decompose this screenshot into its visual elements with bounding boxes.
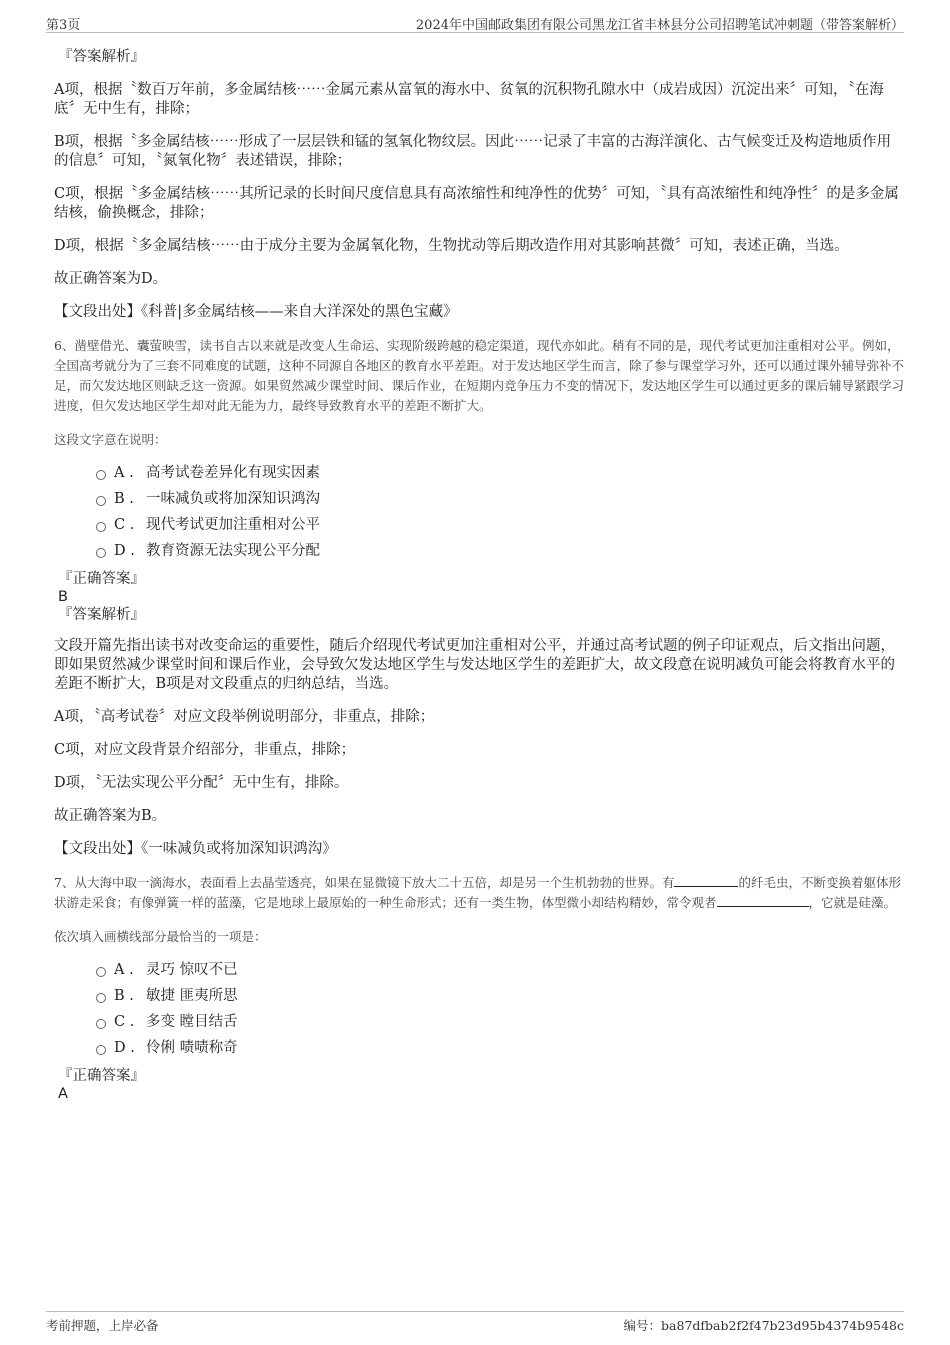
correct-answer-label: 『正确答案』 <box>58 1068 145 1084</box>
document-id: 编号：ba87dfbab2f2f47b23d95b4374b9548c <box>623 1318 904 1333</box>
document-title: 2024年中国邮政集团有限公司黑龙江省丰林县分公司招聘笔试冲刺题（带答案解析） <box>415 18 904 33</box>
option-text: 高考试卷差异化有现实因素 <box>146 465 320 481</box>
option-text: 一味减负或将加深知识鸿沟 <box>146 491 320 507</box>
correct-answer-label: 『正确答案』 <box>58 571 145 587</box>
radio-icon[interactable] <box>96 470 106 480</box>
option-letter: C . <box>114 517 135 533</box>
radio-icon[interactable] <box>96 496 106 506</box>
option-text: 灵巧 惊叹不已 <box>146 962 238 978</box>
question-7-options <box>54 957 904 1061</box>
option-text: 现代考试更加注重相对公平 <box>146 517 320 533</box>
analysis-option-b: B项，根据〝多金属结核⋯⋯形成了一层层铁和锰的氢氧化物纹层。因此⋯⋯记录了丰富的古海洋演化、古气候变迁及构造地质作用的信息〞可知，〝氮氧化物〞表述错误，排除； <box>54 134 892 169</box>
analysis-option-c: C项，根据〝多金属结核⋯⋯其所记录的长时间尺度信息具有高浓缩性和纯净性的优势〞可知，〝具有高浓缩性和纯净性〞的是多金属结核，偷换概念，排除； <box>54 186 899 221</box>
option-text: 多变 瞠目结舌 <box>146 1014 238 1030</box>
document-body <box>54 42 904 1102</box>
option-text: 教育资源无法实现公平分配 <box>146 543 320 559</box>
option-d[interactable] <box>54 538 904 564</box>
radio-icon[interactable] <box>96 1045 106 1055</box>
page-number: 第3页 <box>46 18 81 33</box>
analysis-label: 『答案解析』 <box>58 49 145 65</box>
correct-answer: B <box>58 589 68 605</box>
radio-icon[interactable] <box>96 993 106 1003</box>
question-7-prompt: 依次填入画横线部分最恰当的一项是： <box>54 929 267 944</box>
radio-icon[interactable] <box>96 522 106 532</box>
option-letter: D . <box>114 1040 135 1056</box>
analysis-conclusion: 故正确答案为B。 <box>54 808 167 824</box>
question-7-text-part-3: ，它就是硅藻。 <box>808 895 897 910</box>
option-c[interactable] <box>54 1009 904 1035</box>
question-6-prompt: 这段文字意在说明： <box>54 432 167 447</box>
option-letter: B . <box>114 988 134 1004</box>
option-letter: A . <box>114 962 134 978</box>
source-citation: 【文段出处】《一味减负或将加深知识鸿沟》 <box>54 841 337 857</box>
analysis-option-d: D项，根据〝多金属结核⋯⋯由于成分主要为金属氧化物，生物扰动等后期改造作用对其影响甚微〞可知，表述正确，当选。 <box>54 238 849 254</box>
option-letter: C . <box>114 1014 135 1030</box>
fill-blank-2 <box>717 894 809 907</box>
question-7-text-part-1: 7、从大海中取一滴海水，表面看上去晶莹透亮，如果在显微镜下放大二十五倍，却是另一个生机勃勃的世界。有 <box>54 875 675 890</box>
analysis-option-a: A项，〝高考试卷〞对应文段举例说明部分，非重点，排除； <box>54 709 435 725</box>
analysis-main: 文段开篇先指出读书对改变命运的重要性，随后介绍现代考试更加注重相对公平，并通过高考试题的例子印证观点，后文指出问题，即如果贸然减少课堂时间和课后作业，会导致欠发达地区学生与发达地区学生的差距扩大，故文段意在说明减负可能会将教育水平的差距不断扩大，B项是对文段重点的归纳总结，当选。 <box>54 638 895 692</box>
analysis-option-c: C项，对应文段背景介绍部分，非重点，排除； <box>54 742 356 758</box>
radio-icon[interactable] <box>96 1019 106 1029</box>
option-a[interactable] <box>54 460 904 486</box>
analysis-label: 『答案解析』 <box>58 607 145 623</box>
radio-icon[interactable] <box>96 548 106 558</box>
page-header <box>46 12 904 33</box>
question-7-text <box>54 873 904 913</box>
analysis-conclusion: 故正确答案为D。 <box>54 271 168 287</box>
option-letter: B . <box>114 491 134 507</box>
footer-slogan: 考前押题，上岸必备 <box>46 1318 159 1333</box>
question-6-options <box>54 460 904 564</box>
fill-blank-1 <box>674 874 738 887</box>
question-7-text-part-2: 的纤毛虫，不断变换着躯体形状游走采食；有像弹簧一样的蓝藻，它是地球上最原始的一种生命形式；还有一类生物，体型微小却结构精妙，常令观者 <box>54 875 901 910</box>
question-6-text: 6、凿壁借光、囊萤映雪，读书自古以来就是改变人生命运、实现阶级跨越的稳定渠道，现代亦如此。稍有不同的是，现代考试更加注重相对公平。例如，全国高考就分为了三套不同难度的试题，这种不同源自各地区的教育水平差距。对于发达地区学生而言，除了参与课堂学习外，还可以通过课外辅导弥补不足，而欠发达地区则缺乏这一资源。如果贸然减少课堂时间、课后作业，在短期内竞争压力不变的情况下，发达地区学生可以通过更多的课后辅导紧跟学习进度，但欠发达地区学生却对此无能为力，最终导致教育水平的差距不断扩大。 <box>54 338 905 413</box>
source-citation: 【文段出处】《科普|多金属结核——来自大洋深处的黑色宝藏》 <box>54 304 458 320</box>
analysis-option-d: D项，〝无法实现公平分配〞无中生有，排除。 <box>54 775 349 791</box>
page-footer <box>46 1311 904 1336</box>
option-a[interactable] <box>54 957 904 983</box>
option-letter: A . <box>114 465 134 481</box>
option-b[interactable] <box>54 983 904 1009</box>
option-text: 伶俐 啧啧称奇 <box>146 1040 238 1056</box>
correct-answer: A <box>58 1086 68 1102</box>
option-letter: D . <box>114 543 135 559</box>
radio-icon[interactable] <box>96 967 106 977</box>
option-d[interactable] <box>54 1035 904 1061</box>
option-b[interactable] <box>54 486 904 512</box>
option-text: 敏捷 匪夷所思 <box>146 988 238 1004</box>
analysis-option-a: A项，根据〝数百万年前，多金属结核⋯⋯金属元素从富氧的海水中、贫氧的沉积物孔隙水中（成岩成因）沉淀出来〞可知，〝在海底〞无中生有，排除； <box>54 82 884 117</box>
option-c[interactable] <box>54 512 904 538</box>
